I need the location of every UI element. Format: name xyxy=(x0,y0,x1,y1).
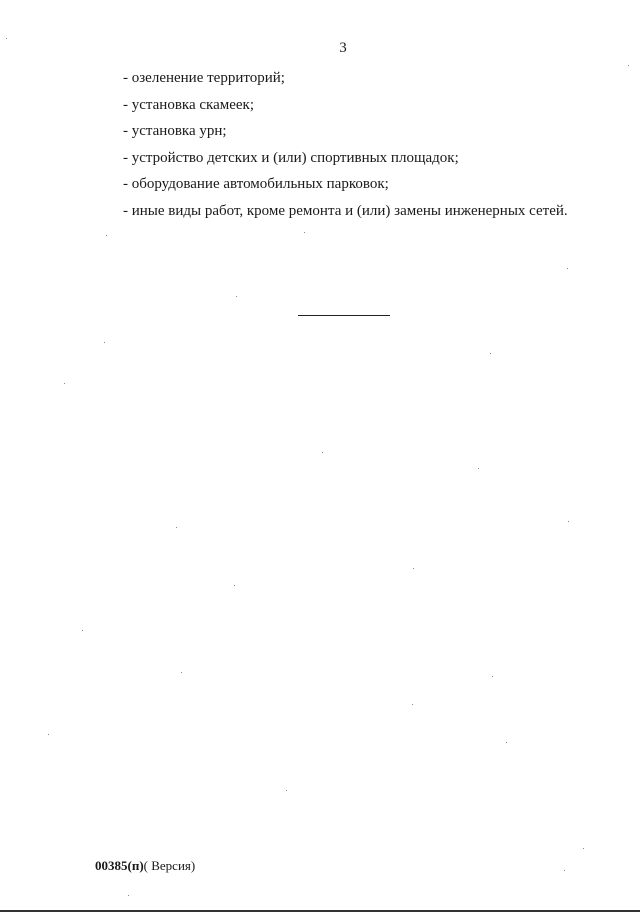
scan-speck xyxy=(82,630,83,631)
scan-speck xyxy=(492,676,493,677)
scan-speck xyxy=(413,568,414,569)
scan-speck xyxy=(48,734,49,735)
document-version: ( Версия) xyxy=(143,858,196,873)
works-list xyxy=(123,70,568,230)
scan-speck xyxy=(506,742,507,743)
scan-speck xyxy=(6,38,7,39)
scan-speck xyxy=(304,232,305,233)
scan-speck xyxy=(567,268,568,269)
scan-speck xyxy=(128,895,129,896)
scan-speck xyxy=(583,848,584,849)
document-footer xyxy=(95,858,195,874)
document-code: 00385(п) xyxy=(95,858,144,873)
scan-speck xyxy=(234,585,235,586)
scan-speck xyxy=(286,790,287,791)
scan-speck xyxy=(568,521,569,522)
scan-bottom-edge xyxy=(0,910,640,912)
scan-speck xyxy=(628,65,629,66)
scan-speck xyxy=(564,870,565,871)
list-item: - озеленение территорий; xyxy=(123,70,285,86)
scan-speck xyxy=(490,353,491,354)
list-item: - оборудование автомобильных парковок; xyxy=(123,176,389,193)
scan-speck xyxy=(412,704,413,705)
list-item: - установка урн; xyxy=(123,123,227,140)
list-item: - установка скамеек; xyxy=(123,96,255,113)
scan-speck xyxy=(64,383,65,384)
scan-speck xyxy=(236,296,237,297)
scan-speck xyxy=(104,342,105,343)
scan-speck xyxy=(322,452,323,453)
page-number: 3 xyxy=(339,40,347,56)
scan-speck xyxy=(106,235,107,236)
scan-speck xyxy=(176,527,177,528)
scan-speck xyxy=(181,672,182,673)
list-item: - устройство детских и (или) спортивных площадок; xyxy=(123,149,459,166)
list-item: - иные виды работ, кроме ремонта и (или) замены инженерных сетей. xyxy=(123,202,568,219)
scan-speck xyxy=(478,468,479,469)
section-separator-line xyxy=(298,315,390,316)
